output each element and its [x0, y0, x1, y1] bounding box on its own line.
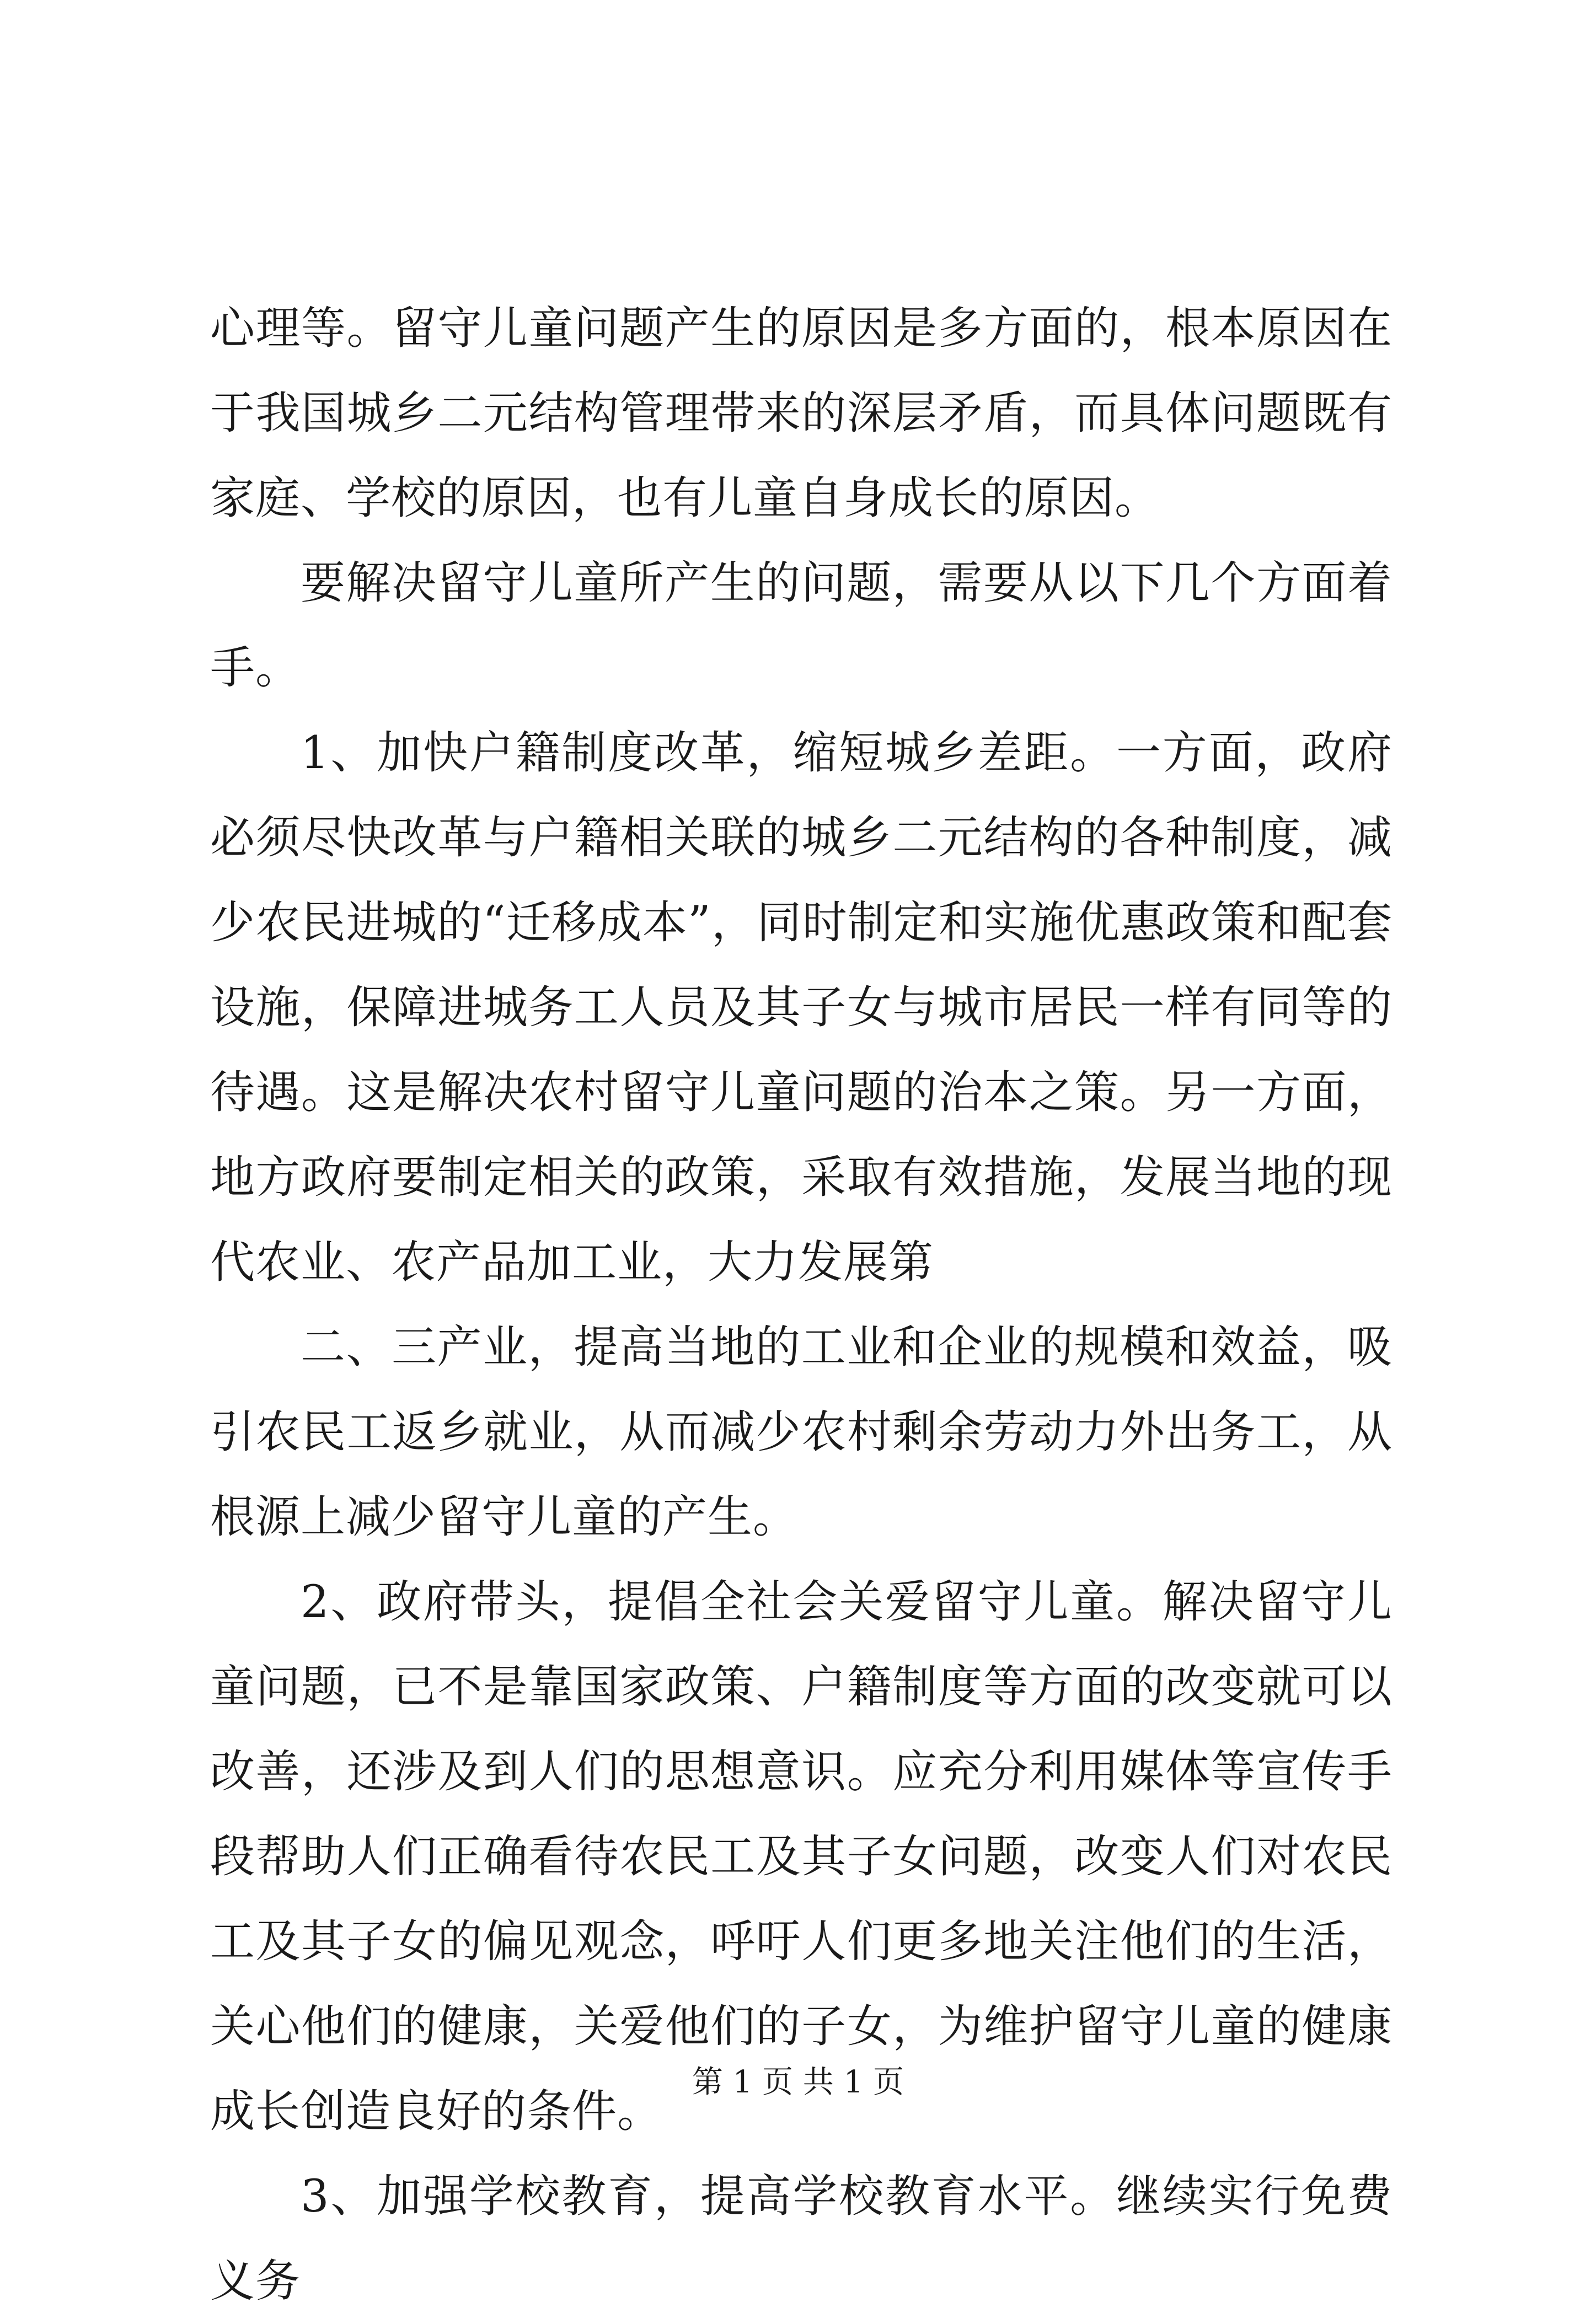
paragraph-measure-1-continued: 二、三产业，提高当地的工业和企业的规模和效益，吸引农民工返乡就业，从而减少农村剩余劳动力外出务工，从根源上减少留守儿童的产生。	[210, 1322, 1393, 1543]
paragraph-intro: 要解决留守儿童所产生的问题，需要从以下几个方面着手。	[210, 557, 1393, 694]
paragraph-measure-1: 1、加快户籍制度改革，缩短城乡差距。一方面，政府必须尽快改革与户籍相关联的城乡二元结构的各种制度，减少农民进城的“迁移成本”，同时制定和实施优惠政策和配套设施，保障进城务工人员及其子女与城市居民一样有同等的待遇。这是解决农村留守儿童问题的治本之策。另一方面，地方政府要制定相关的政策，采取有效措施，发展当地的现代农业、农产品加工业，大力发展第	[210, 727, 1393, 1289]
page-footer: 第 1 页 共 1 页	[692, 2064, 904, 2100]
paragraph-measure-2: 2、政府带头，提倡全社会关爱留守儿童。解决留守儿童问题，已不是靠国家政策、户籍制度等方面的改变就可以改善，还涉及到人们的思想意识。应充分利用媒体等宣传手段帮助人们正确看待农民工及其子女问题，改变人们对农民工及其子女的偏见观念，呼吁人们更多地关注他们的生活，关心他们的健康，关爱他们的子女，为维护留守儿童的健康成长创造良好的条件。	[210, 1576, 1393, 2138]
document-body	[210, 286, 1393, 2324]
paragraph-measure-3: 3、加强学校教育，提高学校教育水平。继续实行免费义务	[210, 2171, 1393, 2307]
paragraph-continuation: 心理等。留守儿童问题产生的原因是多方面的，根本原因在于我国城乡二元结构管理带来的深层矛盾，而具体问题既有家庭、学校的原因，也有儿童自身成长的原因。	[210, 303, 1393, 524]
